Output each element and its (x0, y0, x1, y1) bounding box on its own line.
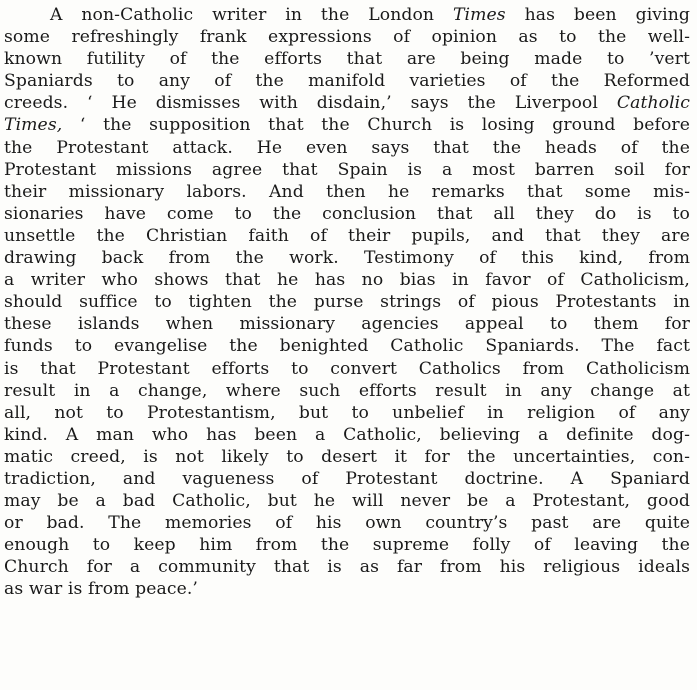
text-run: these islands when missionary agencies appeal to them for (4, 314, 690, 335)
italic-run: Catholic (616, 93, 690, 114)
text-line (4, 269, 690, 291)
text-run: known futility of the efforts that are being made to ’vert (4, 49, 690, 70)
text-line (4, 48, 690, 70)
text-run: A non-Catholic writer in the London (50, 5, 453, 25)
text-line (4, 313, 690, 335)
text-line (4, 181, 690, 203)
text-line (4, 556, 690, 578)
text-run: enough to keep him from the supreme folly of leaving the (4, 535, 690, 556)
text-run: the Protestant attack. He even says that the heads of the (4, 137, 690, 158)
text-run: result in a change, where such efforts result in any change at (4, 380, 690, 401)
text-line (4, 291, 690, 313)
text-line (4, 534, 690, 556)
text-line (4, 203, 690, 225)
text-run: as war is from peace.’ (4, 579, 198, 600)
text-run: drawing back from the work. Testimony of this kind, from (4, 248, 690, 269)
text-line (4, 26, 690, 48)
text-run: their missionary labors. And then he remarks that some mis- (4, 181, 690, 202)
text-line (4, 578, 690, 600)
text-run: Church for a community that is as far from his religious ideals (4, 557, 690, 578)
text-run: all, not to Protestantism, but to unbelief in religion of any (4, 402, 690, 423)
text-run: Spaniards to any of the manifold varieties of the Reformed (4, 71, 690, 92)
text-run: unsettle the Christian faith of their pupils, and that they are (4, 225, 690, 246)
text-line (4, 446, 690, 468)
text-run: a writer who shows that he has no bias in favor of Catholicism, (4, 270, 690, 291)
article-body (4, 4, 690, 601)
text-line (4, 335, 690, 357)
text-run: sionaries have come to the conclusion that all they do is to (4, 203, 690, 224)
text-run: tradiction, and vagueness of Protestant doctrine. A Spaniard (4, 468, 690, 489)
text-run: ‘ the supposition that the Church is losing ground before (62, 115, 690, 136)
text-line (4, 92, 690, 114)
text-line (4, 225, 690, 247)
text-run: matic creed, is not likely to desert it for the uncertainties, con- (4, 446, 690, 467)
text-run: creeds. ‘ He dismisses with disdain,’ says the Liverpool (4, 93, 617, 114)
text-run: is that Protestant efforts to convert Catholics from Catholicism (4, 358, 690, 379)
text-run: Protestant missions agree that Spain is a most barren soil for (4, 159, 690, 180)
text-line (4, 159, 690, 181)
italic-run: Times, (4, 115, 63, 136)
text-line (4, 402, 690, 424)
text-line (4, 380, 690, 402)
italic-run: Times (452, 5, 506, 25)
text-line (4, 424, 690, 446)
text-run: or bad. The memories of his own country’s past are quite (4, 513, 690, 534)
text-line (4, 137, 690, 159)
text-run: kind. A man who has been a Catholic, believing a definite dog- (4, 424, 690, 445)
text-line (4, 70, 690, 92)
text-line (4, 247, 690, 269)
text-line (4, 114, 690, 136)
text-run: should suffice to tighten the purse strings of pious Protestants in (4, 292, 690, 313)
text-line (4, 4, 690, 26)
text-run: funds to evangelise the benighted Catholic Spaniards. The fact (4, 336, 690, 357)
text-line (4, 358, 690, 380)
text-run: may be a bad Catholic, but he will never be a Protestant, good (4, 491, 690, 512)
text-line (4, 468, 690, 490)
text-run: has been giving (505, 5, 690, 25)
text-line (4, 490, 690, 512)
text-line (4, 512, 690, 534)
text-run: some refreshingly frank expressions of opinion as to the well- (4, 27, 690, 48)
